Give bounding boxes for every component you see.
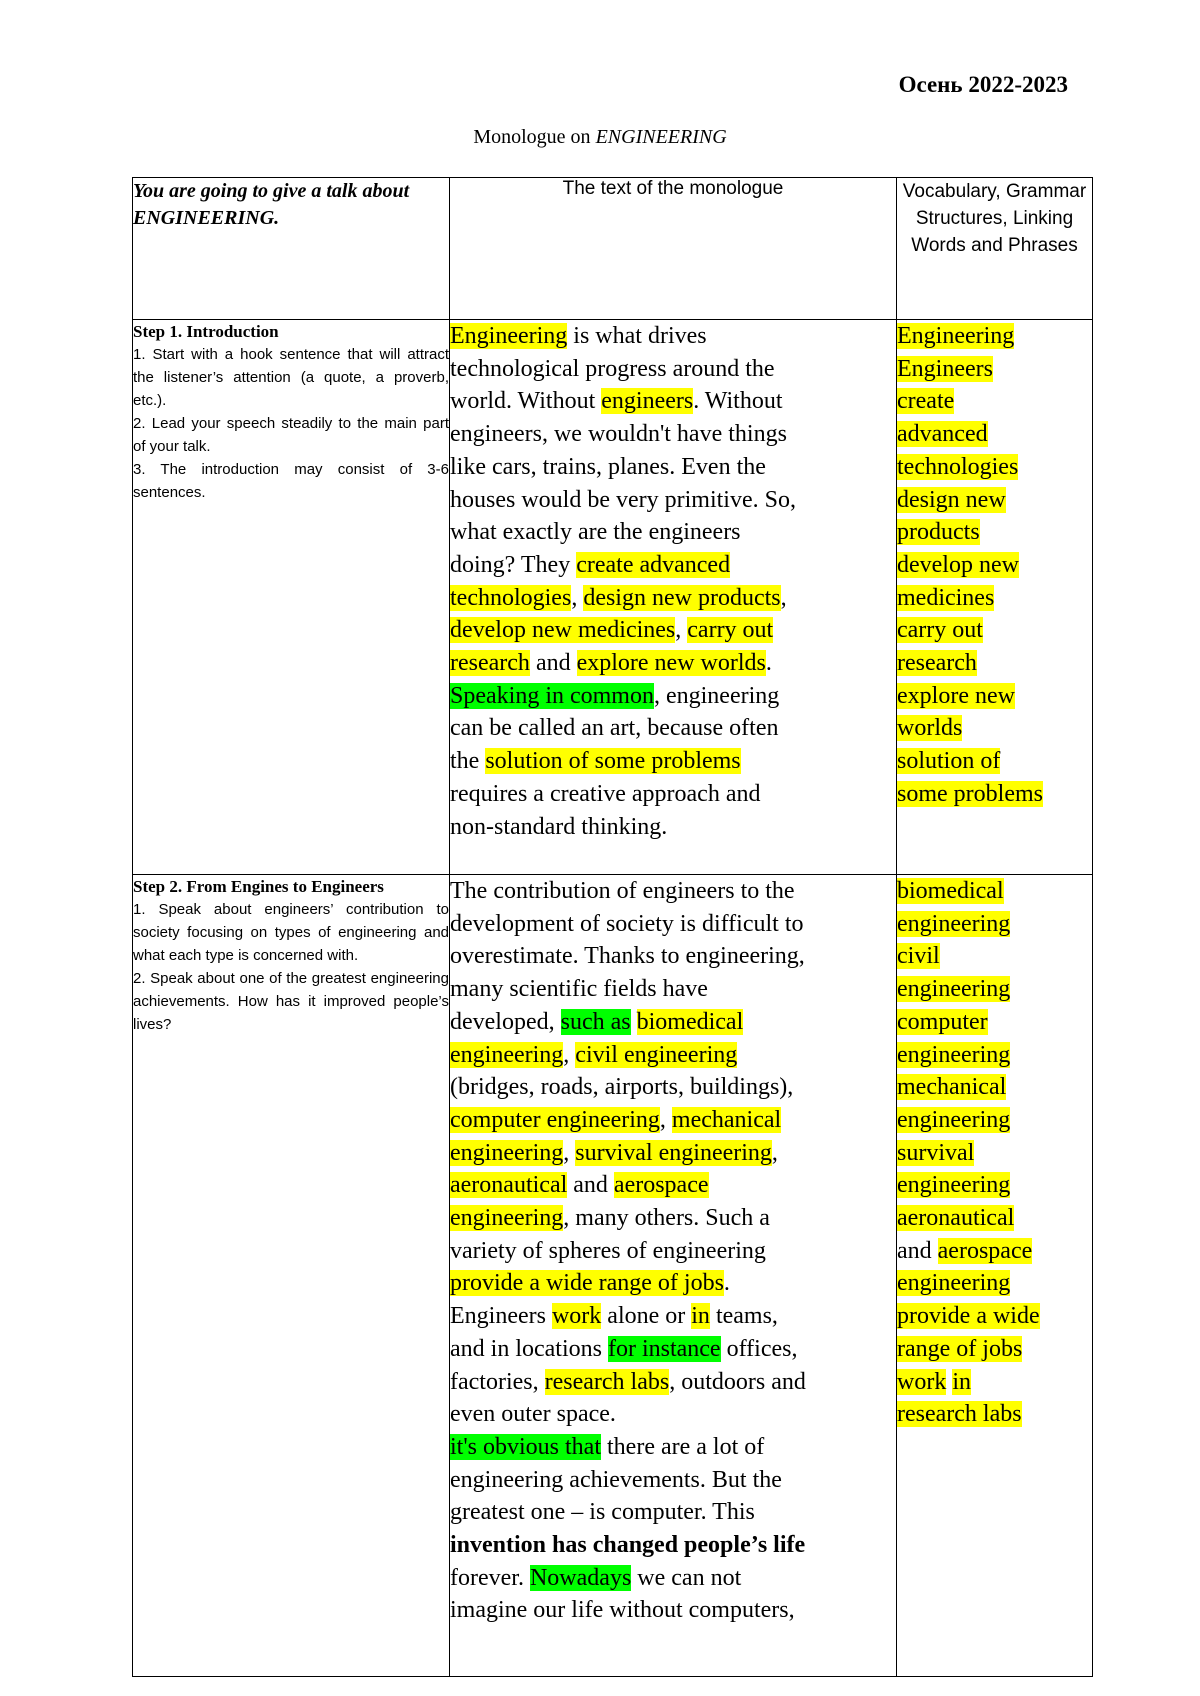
step-2-instructions [133, 875, 450, 1677]
highlighted-term: work [897, 1368, 947, 1395]
text-segment: forever. [450, 1564, 530, 1591]
text-segment: variety of spheres of engineering [450, 1237, 766, 1264]
text-segment: , outdoors and [669, 1368, 806, 1395]
highlighted-linker: Speaking in common [450, 682, 654, 709]
highlighted-linker: Nowadays [529, 1564, 632, 1591]
text-segment: non-standard thinking. [450, 813, 668, 840]
text-line [450, 1562, 896, 1595]
highlighted-term: technologies [450, 584, 572, 611]
text-line [450, 1333, 896, 1366]
text-segment: there are a lot of [601, 1433, 765, 1460]
text-line [450, 614, 896, 647]
highlighted-term: advanced [897, 421, 988, 448]
highlighted-term: aeronautical [450, 1172, 568, 1199]
highlighted-term: Engineers [897, 355, 993, 382]
text-line [897, 778, 1092, 811]
text-line [450, 1071, 896, 1104]
text-line [897, 320, 1092, 353]
highlighted-term: range of jobs [897, 1335, 1023, 1362]
highlighted-term: some problems [897, 780, 1043, 807]
highlighted-term: medicines [897, 584, 995, 611]
text-segment: (bridges, roads, airports, buildings), [450, 1074, 794, 1101]
text-line [897, 940, 1092, 973]
highlighted-term: engineering [450, 1139, 564, 1166]
text-line [450, 1137, 896, 1170]
highlighted-term: develop new medicines [450, 617, 676, 644]
text-line [897, 1137, 1092, 1170]
highlighted-linker: for instance [607, 1335, 721, 1362]
text-segment: , [675, 617, 688, 644]
text-segment: greatest one – is computer. This [450, 1499, 755, 1526]
highlighted-term: engineering [897, 1270, 1011, 1297]
text-line [897, 1006, 1092, 1039]
step-2-instruction-2: 2. Speak about one of the greatest engineering achievements. How has it improved people’s lives? [133, 970, 449, 1033]
table-row-step-1 [133, 320, 1093, 875]
text-segment: Engineers [450, 1303, 552, 1330]
text-segment: and [567, 1172, 614, 1199]
highlighted-term: survival [897, 1139, 975, 1166]
text-line [897, 712, 1092, 745]
text-line [450, 549, 896, 582]
highlighted-linker: it's obvious that [450, 1433, 601, 1460]
highlighted-term: develop new [897, 551, 1019, 578]
text-line [450, 418, 896, 451]
highlighted-term: civil [897, 943, 940, 970]
text-line [450, 1006, 896, 1039]
text-line [897, 484, 1092, 517]
text-line [450, 582, 896, 615]
highlighted-term: engineering [897, 1172, 1011, 1199]
highlighted-term: create advanced [576, 551, 731, 578]
text-segment: , [563, 1041, 576, 1068]
text-line [450, 778, 896, 811]
table-row-step-2 [133, 875, 1093, 1677]
text-line [450, 1235, 896, 1268]
highlighted-term: provide a wide [897, 1303, 1040, 1330]
monologue-table [132, 177, 1093, 1677]
highlighted-term: survival engineering [575, 1139, 772, 1166]
highlighted-term: engineering [897, 1106, 1011, 1133]
highlighted-term: aerospace [613, 1172, 709, 1199]
text-segment: technological progress around the [450, 355, 775, 382]
highlighted-term: biomedical [897, 878, 1004, 904]
text-line [450, 940, 896, 973]
text-line [897, 1169, 1092, 1202]
text-segment: , [563, 1139, 576, 1166]
text-line [897, 1071, 1092, 1104]
table-header-row [133, 178, 1093, 320]
header-task-cell: You are going to give a talk about ENGINEERING. [133, 178, 450, 320]
step-1-vocabulary [897, 320, 1093, 875]
text-segment: what exactly are the engineers [450, 519, 741, 546]
text-line [450, 451, 896, 484]
text-line [450, 973, 896, 1006]
text-segment: many scientific fields have [450, 976, 708, 1003]
text-line [450, 1496, 896, 1529]
text-segment: the [450, 748, 486, 775]
text-segment: like cars, trains, planes. Even the [450, 453, 766, 480]
text-line [450, 1464, 896, 1497]
highlighted-term: engineering [897, 1041, 1011, 1068]
text-segment: , engineering [653, 682, 780, 709]
text-line [897, 1104, 1092, 1137]
text-line [897, 1300, 1092, 1333]
text-line [897, 451, 1092, 484]
text-segment: , many others. Such a [563, 1205, 770, 1232]
text-line [897, 418, 1092, 451]
text-line [897, 973, 1092, 1006]
text-segment: houses would be very primitive. So, [450, 486, 796, 513]
text-line [897, 1202, 1092, 1235]
text-line [450, 908, 896, 941]
text-line [450, 875, 896, 908]
highlighted-term: products [897, 519, 980, 546]
text-segment: developed, [450, 1008, 561, 1035]
text-segment: factories, [450, 1368, 545, 1395]
highlighted-term: Engineering [897, 323, 1015, 349]
step-1-instruction-3: 3. The introduction may consist of 3-6 sentences. [133, 461, 449, 501]
text-segment: engineering achievements. But the [450, 1466, 782, 1493]
text-line [450, 1169, 896, 1202]
text-segment: and in locations [450, 1335, 608, 1362]
text-segment: , [571, 584, 584, 611]
step-2-instruction-1: 1. Speak about engineers’ contribution to society focusing on types of engineering and what each type is concerned with. [133, 901, 449, 964]
text-segment: imagine our life without computers, [450, 1597, 795, 1624]
text-line [897, 1366, 1092, 1399]
highlighted-term: mechanical [671, 1106, 782, 1133]
text-segment: invention has changed people’s life [450, 1532, 806, 1559]
step-1-instructions [133, 320, 450, 875]
text-line [450, 1366, 896, 1399]
text-segment: teams, [709, 1303, 778, 1330]
step-1-monologue [450, 320, 897, 875]
highlighted-term: engineering [897, 976, 1011, 1003]
header-vocab-cell: Vocabulary, Grammar Structures, Linking Words and Phrases [897, 178, 1093, 320]
text-segment: can be called an art, because often [450, 715, 779, 742]
text-line [450, 1039, 896, 1072]
highlighted-term: solution of [897, 748, 1001, 775]
text-segment: , [659, 1106, 672, 1133]
highlighted-term: worlds [897, 715, 963, 742]
text-segment: engineers, we wouldn't have things [450, 421, 787, 448]
text-segment: and [897, 1237, 938, 1264]
text-line [897, 614, 1092, 647]
highlighted-term: in [691, 1303, 710, 1330]
text-segment: The contribution of engineers to the [450, 878, 795, 904]
step-2-title: Step 2. From Engines to Engineers [133, 877, 384, 896]
text-line [897, 1398, 1092, 1431]
highlighted-term: Engineering [450, 323, 568, 349]
text-segment: , [780, 584, 787, 611]
text-line [897, 1235, 1092, 1268]
text-line [450, 320, 896, 353]
text-line [897, 1267, 1092, 1300]
highlighted-term: explore new worlds [576, 650, 766, 677]
highlighted-term: research [897, 650, 977, 677]
highlighted-term: engineering [450, 1205, 564, 1232]
text-segment: requires a creative approach and [450, 780, 761, 807]
text-line [897, 908, 1092, 941]
highlighted-term: create [897, 388, 955, 415]
text-segment: even outer space. [450, 1401, 616, 1428]
text-line [897, 549, 1092, 582]
text-line [450, 1431, 896, 1464]
header-text-cell: The text of the monologue [450, 178, 897, 320]
highlighted-term: provide a wide range of jobs [450, 1270, 724, 1297]
text-segment: we can not [631, 1564, 742, 1591]
text-segment: doing? They [450, 551, 577, 578]
text-line [897, 582, 1092, 615]
text-line [450, 353, 896, 386]
text-segment: development of society is difficult to [450, 910, 804, 937]
highlighted-term: computer [897, 1008, 988, 1035]
text-segment [631, 1009, 637, 1035]
text-segment: is what drives [567, 323, 707, 349]
step-1-title: Step 1. Introduction [133, 322, 279, 341]
text-segment: and [529, 650, 577, 677]
text-line [450, 484, 896, 517]
highlighted-term: engineers [601, 388, 694, 415]
highlighted-term: biomedical [636, 1008, 744, 1035]
text-line [450, 1529, 896, 1562]
step-1-instruction-2: 2. Lead your speech steadily to the main part of your talk. [133, 415, 449, 455]
text-segment: . [723, 1270, 730, 1297]
highlighted-term: explore new [897, 682, 1015, 709]
text-line [450, 1398, 896, 1431]
highlighted-term: engineering [897, 910, 1011, 937]
highlighted-term: research labs [544, 1368, 670, 1395]
text-line [897, 680, 1092, 713]
highlighted-term: design new products [583, 584, 781, 611]
text-line [450, 516, 896, 549]
text-segment: world. Without [450, 388, 602, 415]
text-segment: alone or [601, 1303, 692, 1330]
text-line [897, 745, 1092, 778]
text-segment: , [771, 1139, 778, 1166]
text-line [897, 875, 1092, 908]
text-line [450, 712, 896, 745]
highlighted-term: carry out [687, 617, 774, 644]
text-line [450, 811, 896, 844]
text-line [897, 647, 1092, 680]
text-line [450, 647, 896, 680]
highlighted-linker: such as [560, 1008, 631, 1035]
text-line [897, 1333, 1092, 1366]
text-line [450, 745, 896, 778]
title-prefix: Monologue on [473, 126, 596, 148]
text-line [897, 353, 1092, 386]
text-line [450, 680, 896, 713]
highlighted-term: computer engineering [450, 1106, 660, 1133]
highlighted-term: solution of some problems [485, 748, 741, 775]
text-segment: . Without [693, 388, 783, 415]
highlighted-term: design new [897, 486, 1006, 513]
text-line [450, 1300, 896, 1333]
text-line [897, 1039, 1092, 1072]
highlighted-term: research [450, 650, 530, 677]
highlighted-term: aeronautical [897, 1205, 1015, 1232]
semester-label: Осень 2022-2023 [898, 72, 1068, 97]
text-segment: . [765, 650, 772, 677]
highlighted-term: aerospace [937, 1237, 1033, 1264]
text-line [450, 1104, 896, 1137]
step-1-instruction-1: 1. Start with a hook sentence that will attract the listener’s attention (a quote, a proverb, etc.). [133, 346, 449, 409]
highlighted-term: engineering [450, 1041, 564, 1068]
text-line [450, 1267, 896, 1300]
highlighted-term: carry out [897, 617, 983, 644]
text-line [450, 385, 896, 418]
document-title [0, 126, 1200, 149]
text-line [450, 1202, 896, 1235]
text-line [450, 1594, 896, 1627]
title-topic: ENGINEERING [595, 126, 727, 148]
text-line [897, 516, 1092, 549]
highlighted-term: in [952, 1368, 971, 1395]
text-line [897, 385, 1092, 418]
step-2-vocabulary [897, 875, 1093, 1677]
highlighted-term: civil engineering [575, 1041, 738, 1068]
highlighted-term: mechanical [897, 1074, 1007, 1101]
highlighted-term: research labs [897, 1401, 1022, 1428]
text-segment: overestimate. Thanks to engineering, [450, 943, 805, 970]
text-segment: offices, [720, 1335, 798, 1362]
highlighted-term: technologies [897, 453, 1019, 480]
step-2-monologue [450, 875, 897, 1677]
highlighted-term: work [551, 1303, 602, 1330]
